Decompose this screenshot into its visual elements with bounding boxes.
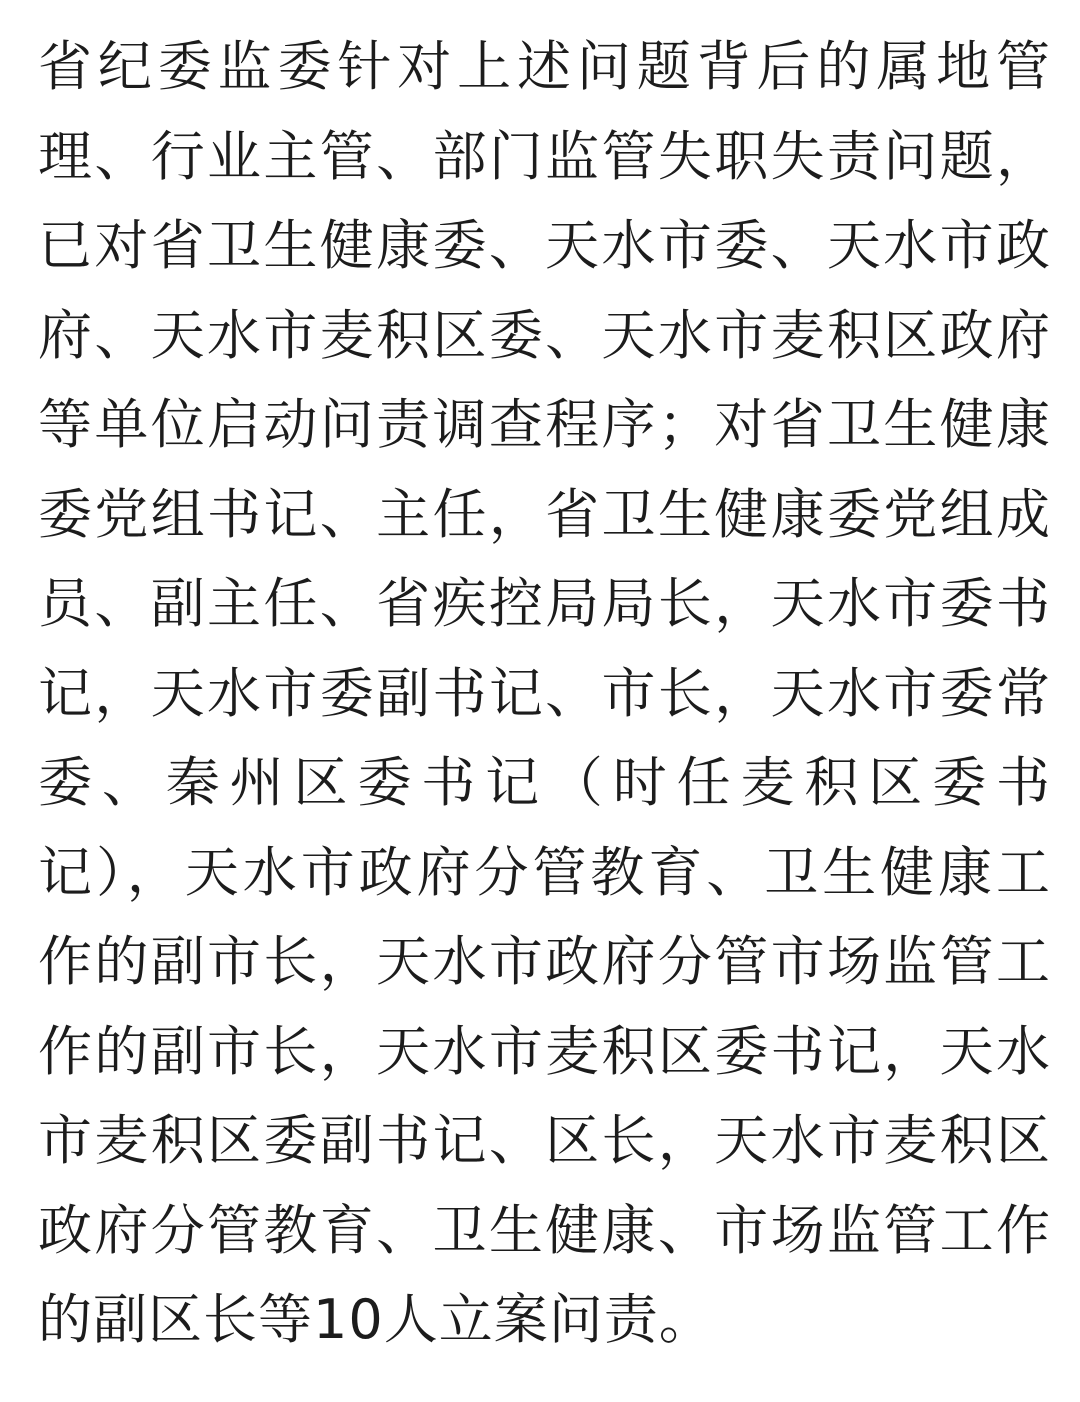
paragraph-line: 府、天水市麦积区委、天水市麦积区政府	[38, 303, 1050, 367]
paragraph-line: 理、行业主管、部门监管失职失责问题，	[38, 124, 1050, 188]
paragraph-line: 委党组书记、主任，省卫生健康委党组成	[38, 482, 1050, 546]
paragraph-line: 的副区长等10人立案问责。	[38, 1288, 714, 1351]
paragraph-line: 作的副市长，天水市政府分管市场监管工	[38, 930, 1050, 993]
article-body	[38, 22, 1050, 1365]
paragraph-line: 已对省卫生健康委、天水市委、天水市政	[38, 214, 1050, 277]
paragraph-line: 作的副市长，天水市麦积区委书记，天水	[38, 1019, 1050, 1083]
paragraph-line: 记，天水市委副书记、市长，天水市委常	[38, 661, 1050, 725]
paragraph-line: 省纪委监委针对上述问题背后的属地管	[38, 35, 1050, 98]
paragraph-line: 记），天水市政府分管教育、卫生健康工	[38, 840, 1050, 904]
paragraph-line: 市麦积区委副书记、区长，天水市麦积区	[38, 1109, 1050, 1172]
paragraph-line: 等单位启动问责调查程序；对省卫生健康	[38, 393, 1050, 456]
paragraph-line: 政府分管教育、卫生健康、市场监管工作	[38, 1198, 1050, 1262]
paragraph-line: 委、秦州区委书记（时任麦积区委书	[38, 751, 1050, 814]
paragraph-line: 员、副主任、省疾控局局长，天水市委书	[38, 572, 1050, 635]
